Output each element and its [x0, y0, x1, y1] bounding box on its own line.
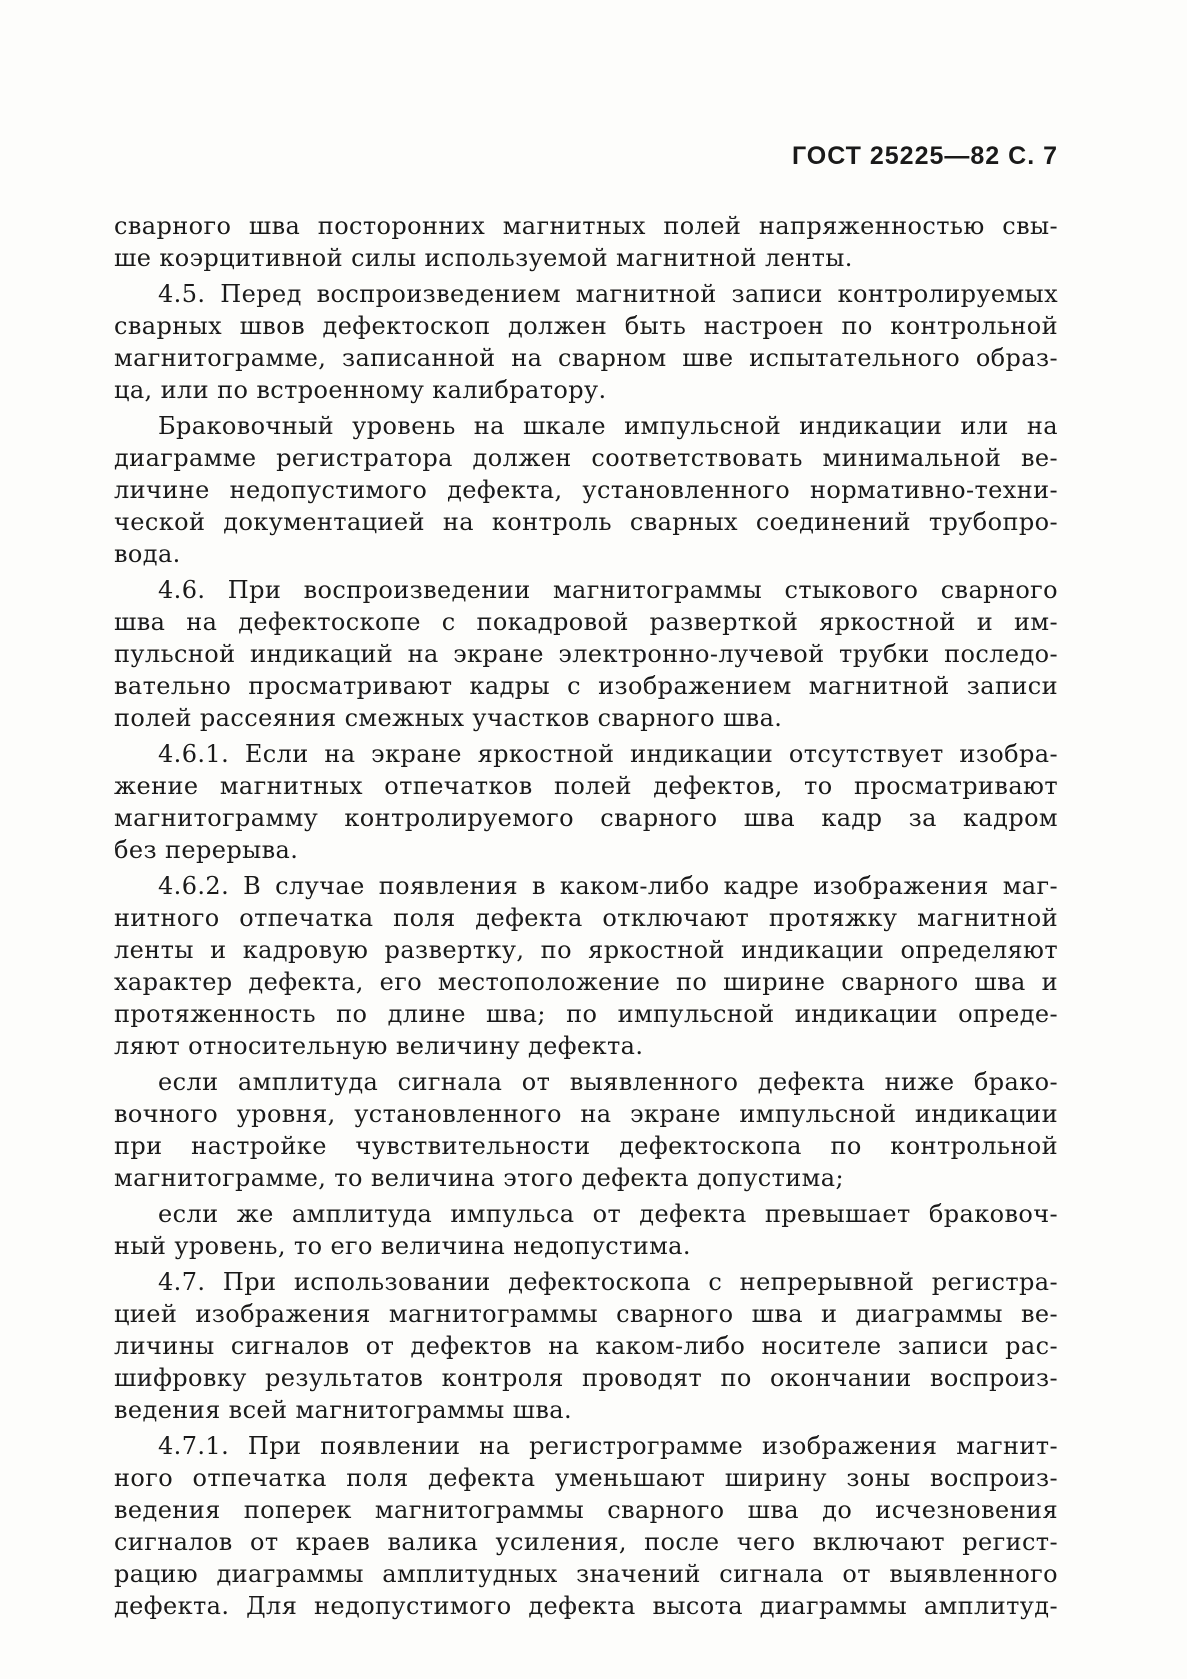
text-line: ца, или по встроенному калибратору. [114, 376, 607, 404]
text-line: 4.7. При использовании дефектоскопа с непрерывной регистра- [158, 1268, 1058, 1296]
text-line: ведения всей магнитограммы шва. [114, 1396, 572, 1424]
text-line: нитного отпечатка поля дефекта отключают протяжку магнитной [114, 904, 1058, 932]
text-line: 4.6.2. В случае появления в каком-либо кадре изображения маг- [158, 872, 1058, 900]
text-line: полей рассеяния смежных участков сварного шва. [114, 704, 783, 732]
text-line: 4.6. При воспроизведении магнитограммы стыкового сварного [158, 576, 1058, 604]
text-line: ведения поперек магнитограммы сварного шва до исчезновения [114, 1496, 1058, 1524]
text-line: дефекта. Для недопустимого дефекта высота диаграммы амплитуд- [114, 1592, 1058, 1620]
text-line: магнитограмме, то величина этого дефекта допустима; [114, 1164, 844, 1192]
text-line: шифровку результатов контроля проводят по окончании воспроиз- [114, 1364, 1058, 1392]
text-line: протяженность по длине шва; по импульсной индикации опреде- [114, 1000, 1058, 1028]
text-line: ного отпечатка поля дефекта уменьшают ширину зоны воспроиз- [114, 1464, 1058, 1492]
text-line: рацию диаграммы амплитудных значений сигнала от выявленного [114, 1560, 1058, 1588]
text-line: диаграмме регистратора должен соответствовать минимальной ве- [114, 444, 1058, 472]
text-line: личине недопустимого дефекта, установленного нормативно-техни- [114, 476, 1058, 504]
text-line: характер дефекта, его местоположение по ширине сварного шва и [114, 968, 1058, 996]
text-line: ный уровень, то его величина недопустима. [114, 1232, 691, 1260]
text-line: цией изображения магнитограммы сварного шва и диаграммы ве- [114, 1300, 1058, 1328]
body-text [114, 210, 1058, 1622]
text-line: пульсной индикаций на экране электронно-лучевой трубки последо- [114, 640, 1058, 668]
text-line: сварных швов дефектоскоп должен быть настроен по контрольной [114, 312, 1058, 340]
text-line: магнитограмму контролируемого сварного шва кадр за кадром [114, 804, 1058, 832]
text-line: без перерыва. [114, 836, 299, 864]
text-line: сварного шва посторонних магнитных полей напряженностью свы- [114, 212, 1058, 240]
text-line: шва на дефектоскопе с покадровой разверткой яркостной и им- [114, 608, 1058, 636]
text-line: вочного уровня, установленного на экране импульсной индикации [114, 1100, 1058, 1128]
text-line: 4.7.1. При появлении на регистрограмме изображения магнит- [158, 1432, 1058, 1460]
text-line: если же амплитуда импульса от дефекта превышает браковоч- [158, 1200, 1058, 1228]
text-line: сигналов от краев валика усиления, после чего включают регист- [114, 1528, 1058, 1556]
text-line: если амплитуда сигнала от выявленного дефекта ниже брако- [158, 1068, 1058, 1096]
text-line: Браковочный уровень на шкале импульсной индикации или на [158, 412, 1058, 440]
text-line: ляют относительную величину дефекта. [114, 1032, 644, 1060]
text-line: магнитограмме, записанной на сварном шве испытательного образ- [114, 344, 1058, 372]
text-line: вода. [114, 540, 181, 568]
page-header-doc-id: ГОСТ 25225—82 С. 7 [791, 142, 1058, 170]
text-line: ше коэрцитивной силы используемой магнитной ленты. [114, 244, 853, 272]
text-line: ческой документацией на контроль сварных соединений трубопро- [114, 508, 1058, 536]
text-line: личины сигналов от дефектов на каком-либо носителе записи рас- [114, 1332, 1058, 1360]
text-line: при настройке чувствительности дефектоскопа по контрольной [114, 1132, 1058, 1160]
text-line: 4.5. Перед воспроизведением магнитной записи контролируемых [158, 280, 1058, 308]
text-line: 4.6.1. Если на экране яркостной индикации отсутствует изобра- [158, 740, 1058, 768]
text-line: ленты и кадровую развертку, по яркостной индикации определяют [114, 936, 1058, 964]
text-line: вательно просматривают кадры с изображением магнитной записи [114, 672, 1058, 700]
text-line: жение магнитных отпечатков полей дефектов, то просматривают [114, 772, 1058, 800]
